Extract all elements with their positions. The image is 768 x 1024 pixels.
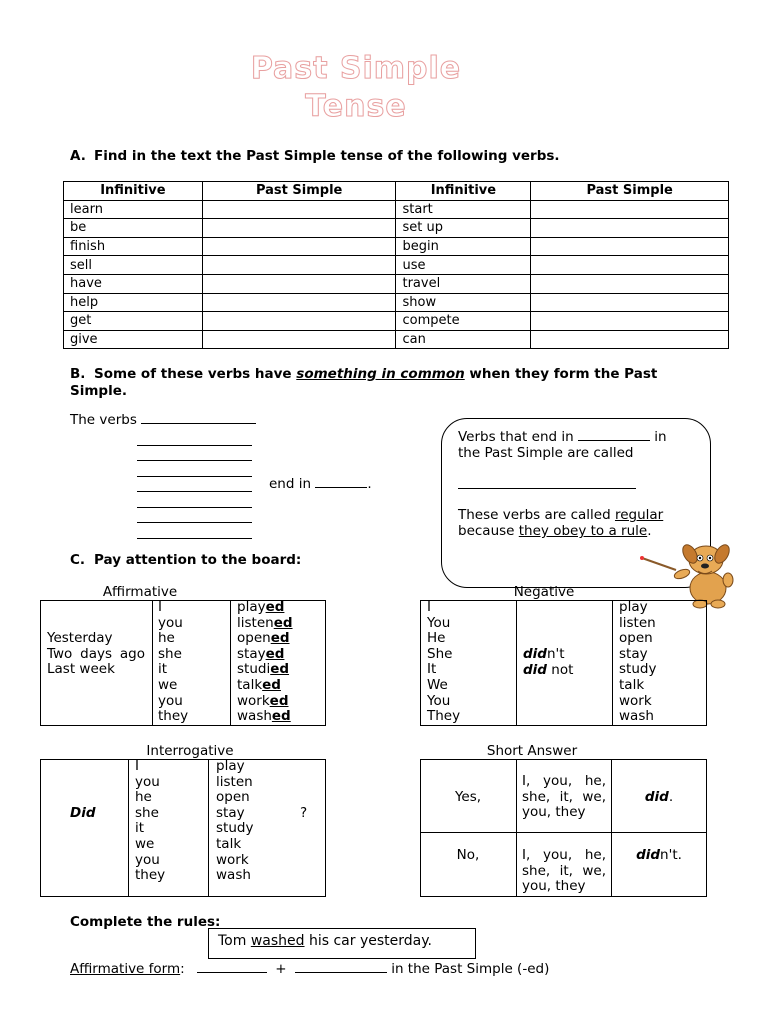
verb-ending: ed — [270, 661, 290, 678]
short-answer-caption: Short Answer — [486, 743, 578, 759]
list-item: it — [158, 661, 168, 678]
interrogative-verbs — [216, 759, 253, 884]
list-item: they — [135, 867, 166, 884]
bubble-line-2: the Past Simple are called — [458, 445, 634, 461]
infinitive-cell: get — [64, 312, 203, 331]
infinitive-cell: use — [396, 256, 531, 275]
infinitive-cell: sell — [64, 256, 203, 275]
header-past-simple: Past Simple — [202, 182, 396, 201]
verb-stem: open — [237, 630, 271, 647]
blank-line[interactable] — [137, 477, 252, 493]
answer-cell[interactable] — [202, 274, 396, 293]
infinitive-cell: start — [396, 200, 531, 219]
list-item: she — [158, 645, 182, 662]
infinitive-cell: show — [396, 293, 531, 312]
time-expressions: Yesterday Two days ago Last week — [47, 630, 145, 678]
section-c-heading: C. Pay attention to the board: — [70, 552, 302, 568]
blank-line[interactable] — [315, 487, 367, 488]
list-item: they — [158, 708, 189, 725]
list-item: you — [135, 851, 160, 868]
table-row — [64, 256, 729, 275]
infinitive-cell: have — [64, 274, 203, 293]
table-row — [64, 274, 729, 293]
verb-stem: talk — [237, 676, 263, 693]
table-row — [64, 293, 729, 312]
page-title-line1: Past Simple — [250, 51, 462, 86]
list-item — [237, 647, 293, 663]
affirmative-verbs — [237, 600, 293, 725]
answer-cell[interactable] — [202, 293, 396, 312]
verb-stem: listen — [237, 614, 274, 631]
list-item: open — [216, 789, 250, 806]
answer-cell[interactable] — [531, 219, 729, 238]
list-item: He — [427, 630, 446, 647]
question-mark: ? — [300, 805, 308, 821]
blank-line[interactable] — [137, 461, 252, 477]
blank-line[interactable] — [137, 446, 252, 462]
infinitive-cell: finish — [64, 237, 203, 256]
answer-cell[interactable] — [202, 237, 396, 256]
list-item: It — [427, 661, 437, 678]
list-item: You — [427, 614, 451, 631]
list-item: listen — [216, 773, 253, 790]
list-item: he — [135, 789, 152, 806]
list-item: wash — [216, 867, 251, 884]
blank-line[interactable] — [197, 972, 267, 973]
list-item: I — [427, 599, 431, 615]
list-item: We — [427, 676, 448, 693]
interrogative-table — [40, 759, 326, 897]
verbs-label: The verbs — [70, 412, 256, 428]
blank-line[interactable] — [137, 508, 252, 524]
blank-line[interactable] — [578, 440, 650, 441]
table-row — [64, 330, 729, 349]
list-item — [237, 631, 293, 647]
verb-stem: work — [237, 692, 270, 709]
verb-ending: ed — [273, 614, 293, 631]
list-item — [237, 616, 293, 632]
short-answer-didnt: didn't. — [636, 847, 682, 863]
section-b-heading: B. Some of these verbs have something in common when they form the Past Simple. — [70, 366, 658, 399]
infinitive-cell: be — [64, 219, 203, 238]
list-item: They — [427, 708, 461, 725]
header-infinitive: Infinitive — [64, 182, 203, 201]
affirmative-caption: Affirmative — [102, 584, 178, 600]
list-item: you — [135, 773, 160, 790]
infinitive-cell: help — [64, 293, 203, 312]
section-a-heading: A. Find in the text the Past Simple tense of the following verbs. — [70, 148, 560, 164]
negative-caption: Negative — [513, 584, 575, 600]
bubble-line-1: Verbs that end in in — [458, 429, 667, 445]
end-in-label: end in . — [269, 476, 372, 492]
answer-cell[interactable] — [202, 200, 396, 219]
verb-ending: ed — [262, 676, 281, 693]
blank-line[interactable] — [137, 430, 252, 446]
interrogative-pronouns — [135, 759, 165, 884]
verb-ending: ed — [270, 630, 290, 647]
interrogative-caption: Interrogative — [146, 743, 234, 759]
table-row — [64, 200, 729, 219]
interrogative-auxiliary: Did — [70, 805, 96, 821]
short-answer-pronouns-yes: I, you, he, she, it, we, you, they — [522, 773, 606, 821]
example-sentence-box: Tom washed his car yesterday. — [208, 928, 476, 959]
yes-label: Yes, — [454, 789, 482, 805]
list-item: I — [135, 758, 139, 774]
list-item: listen — [619, 614, 656, 631]
answer-cell[interactable] — [202, 219, 396, 238]
rules-heading: Complete the rules: — [70, 914, 221, 930]
blank-line[interactable] — [141, 423, 256, 424]
blank-line[interactable] — [295, 972, 387, 973]
list-item: work — [216, 851, 249, 868]
verb-stem: wash — [237, 708, 272, 725]
answer-cell[interactable] — [531, 293, 729, 312]
negative-pronouns — [427, 600, 460, 725]
answer-cell[interactable] — [202, 312, 396, 331]
infinitive-cell: travel — [396, 274, 531, 293]
list-item: talk — [216, 835, 242, 852]
list-item — [237, 600, 293, 616]
list-item — [237, 662, 293, 678]
list-item: we — [158, 676, 178, 693]
list-item: study — [619, 661, 657, 678]
list-item: he — [158, 630, 175, 647]
verb-stem: studi — [237, 661, 271, 678]
list-item: She — [427, 645, 453, 662]
list-item: you — [158, 614, 183, 631]
bubble-line-4: because they obey to a rule. — [458, 523, 652, 539]
infinitive-cell: can — [396, 330, 531, 349]
infinitive-cell: compete — [396, 312, 531, 331]
negative-auxiliary: didn't did not — [523, 646, 574, 678]
infinitive-cell: learn — [64, 200, 203, 219]
table-row — [64, 219, 729, 238]
answer-cell[interactable] — [202, 330, 396, 349]
answer-cell[interactable] — [531, 312, 729, 331]
no-label: No, — [456, 847, 480, 863]
list-item — [237, 709, 293, 725]
list-item: talk — [619, 676, 645, 693]
answer-cell[interactable] — [531, 274, 729, 293]
list-item: stay — [216, 804, 245, 821]
answer-cell[interactable] — [531, 256, 729, 275]
list-item: open — [619, 630, 653, 647]
verb-stem: stay — [237, 645, 266, 662]
list-item: work — [619, 692, 652, 709]
infinitive-cell: set up — [396, 219, 531, 238]
answer-cell[interactable] — [531, 200, 729, 219]
list-item: study — [216, 820, 254, 837]
list-item: play — [216, 758, 245, 774]
verb-stem: play — [237, 599, 266, 615]
verb-ending: ed — [265, 645, 285, 662]
verbs-table — [63, 181, 729, 349]
verb-ending: ed — [271, 708, 291, 725]
answer-cell[interactable] — [531, 330, 729, 349]
blank-line[interactable] — [458, 488, 636, 489]
list-item: wash — [619, 708, 654, 725]
list-item: it — [135, 820, 145, 837]
header-infinitive: Infinitive — [396, 182, 531, 201]
list-item: we — [135, 835, 155, 852]
list-item — [237, 694, 293, 710]
list-item: play — [619, 599, 648, 615]
affirmative-rule: Affirmative form: + in the Past Simple (-ed) — [70, 961, 550, 977]
blank-line[interactable] — [137, 492, 252, 508]
verb-ending: ed — [265, 599, 285, 615]
bubble-line-3: These verbs are called regular — [458, 507, 664, 523]
answer-cell[interactable] — [202, 256, 396, 275]
list-item: she — [135, 804, 159, 821]
short-answer-pronouns-no: I, you, he, she, it, we, you, they — [522, 847, 606, 895]
affirmative-pronouns — [158, 600, 188, 725]
header-past-simple: Past Simple — [531, 182, 729, 201]
table-row — [64, 312, 729, 331]
table-row — [64, 237, 729, 256]
list-item: I — [158, 599, 162, 615]
list-item: stay — [619, 645, 648, 662]
short-answer-did: did. — [644, 789, 674, 805]
list-item — [237, 678, 293, 694]
list-item: You — [427, 692, 451, 709]
infinitive-cell: begin — [396, 237, 531, 256]
infinitive-cell: give — [64, 330, 203, 349]
verb-blank-lines — [137, 430, 252, 539]
page-title-line2: Tense — [305, 89, 407, 124]
answer-cell[interactable] — [531, 237, 729, 256]
verb-ending: ed — [269, 692, 289, 709]
blank-line[interactable] — [137, 523, 252, 539]
negative-verbs — [619, 600, 656, 725]
list-item: you — [158, 692, 183, 709]
